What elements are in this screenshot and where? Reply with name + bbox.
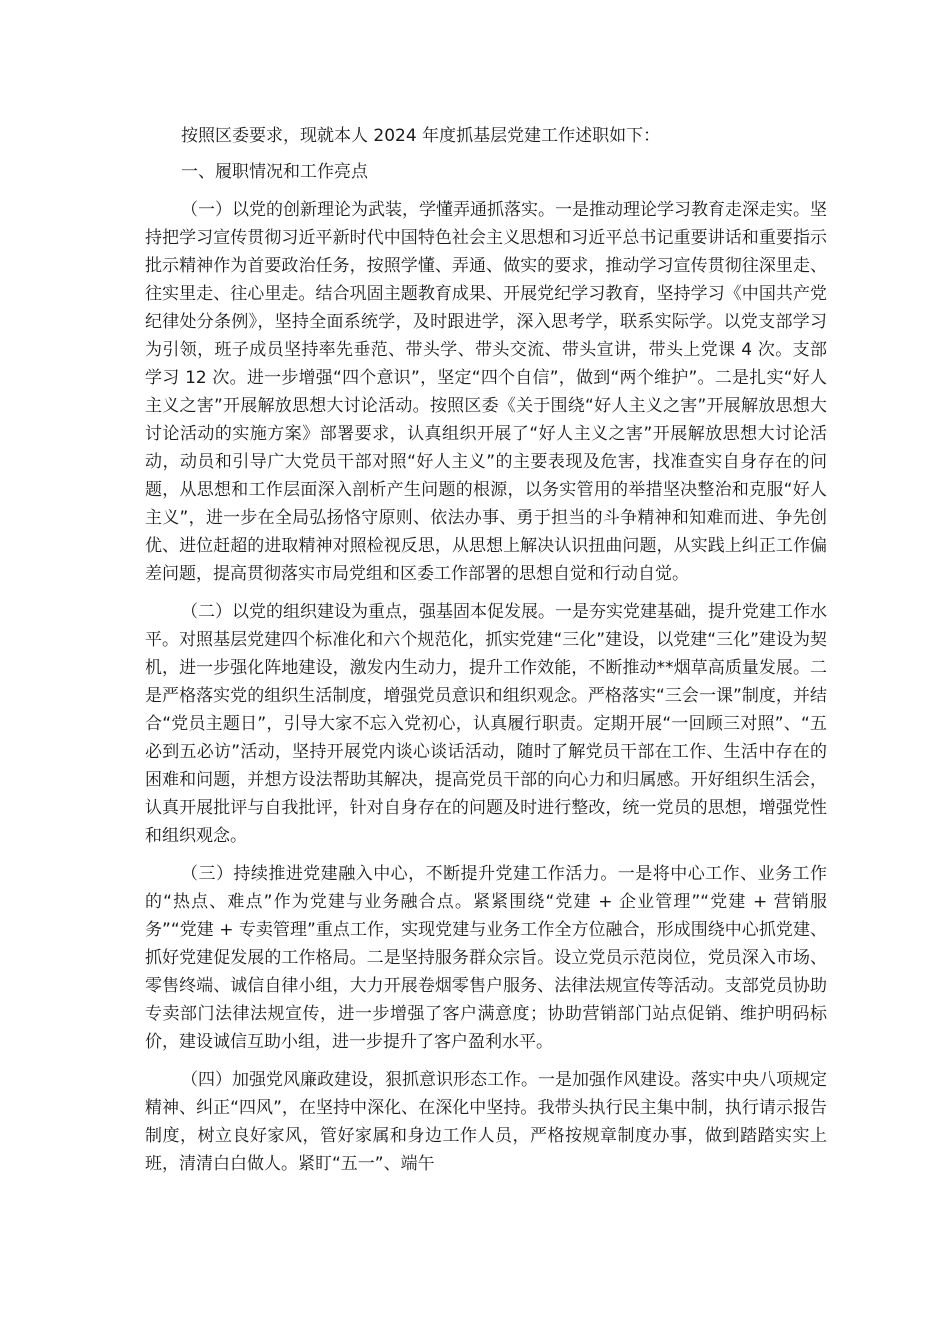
paragraph-2: （二）以党的组织建设为重点，强基固本促发展。一是夯实党建基础，提升党建工作水平。对照基层党建四个标准化和六个规范化，抓实党建“三化”建设，以党建“三化”建设为契机，进一步强化阵地建设，激发内生动力，提升工作效能，不断推动**烟草高质量发展。二是严格落实党的组织生活制度，增强党员意识和组织观念。严格落实“三会一课”制度，并结合“党员主题日”，引导大家不忘入党初心，认真履行职责。定期开展“一回顾三对照”、“五必到五必访”活动，坚持开展党内谈心谈话活动，随时了解党员干部在工作、生活中存在的困难和问题，并想方设法帮助其解决，提高党员干部的向心力和归属感。开好组织生活会，认真开展批评与自我批评，针对自身存在的问题及时进行整改，统一党员的思想，增强党性和组织观念。 <box>145 602 827 846</box>
document-page <box>145 116 827 1188</box>
section-heading: 一、履职情况和工作亮点 <box>181 162 368 182</box>
paragraph-4: （四）加强党风廉政建设，狠抓意识形态工作。一是加强作风建设。落实中央八项规定精神、纠正“四风”，在坚持中深化、在深化中坚持。我带头执行民主集中制，执行请示报告制度，树立良好家风，管好家属和身边工作人员，严格按规章制度办事，做到踏踏实实上班，清清白白做人。紧盯“五一”、端午 <box>145 1070 827 1174</box>
paragraph-3: （三）持续推进党建融入中心，不断提升党建工作活力。一是将中心工作、业务工作的“热点、难点”作为党建与业务融合点。紧紧围绕“党建 + 企业管理”“党建 + 营销服务”“党建 + 专卖管理”重点工作，实现党建与业务工作全方位融合，形成围绕中心抓党建、抓好党建促发展的工作格局。二是坚持服务群众宗旨。设立党员示范岗位，党员深入市场、零售终端、诚信自律小组，大力开展卷烟零售户服务、法律法规宣传等活动。支部党员协助专卖部门法律法规宣传，进一步增强了客户满意度；协助营销部门站点促销、维护明码标价，建设诚信互助小组，进一步提升了客户盈利水平。 <box>145 864 827 1052</box>
intro-line: 按照区委要求，现就本人 2024 年度抓基层党建工作述职如下： <box>181 126 661 146</box>
paragraph-1: （一）以党的创新理论为武装，学懂弄通抓落实。一是推动理论学习教育走深走实。坚持把学习宣传贯彻习近平新时代中国特色社会主义思想和习近平总书记重要讲话和重要指示批示精神作为首要政治任务，按照学懂、弄通、做实的要求，推动学习宣传贯彻往深里走、往实里走、往心里走。结合巩固主题教育成果、开展党纪学习教育，坚持学习《中国共产党纪律处分条例》，坚持全面系统学，及时跟进学，深入思考学，联系实际学。以党支部学习为引领，班子成员坚持率先垂范、带头学、带头交流、带头宣讲，带头上党课 4 次。支部学习 12 次。进一步增强“四个意识”，坚定“四个自信”，做到“两个维护”。二是扎实“好人主义之害”开展解放思想大讨论活动。按照区委《关于围绕“好人主义之害”开展解放思想大讨论活动的实施方案》部署要求，认真组织开展了“好人主义之害”开展解放思想大讨论活动，动员和引导广大党员干部对照“好人主义”的主要表现及危害，找准查实自身存在的问题，从思想和工作层面深入剖析产生问题的根源，以务实管用的举措坚决整治和克服“好人主义”，进一步在全局弘扬恪守原则、依法办事、勇于担当的斗争精神和知难而进、争先创优、进位赶超的进取精神对照检视反思，从思想上解决认识扭曲问题，从实践上纠正工作偏差问题，提高贯彻落实市局党组和区委工作部署的思想自觉和行动自觉。 <box>145 200 827 584</box>
